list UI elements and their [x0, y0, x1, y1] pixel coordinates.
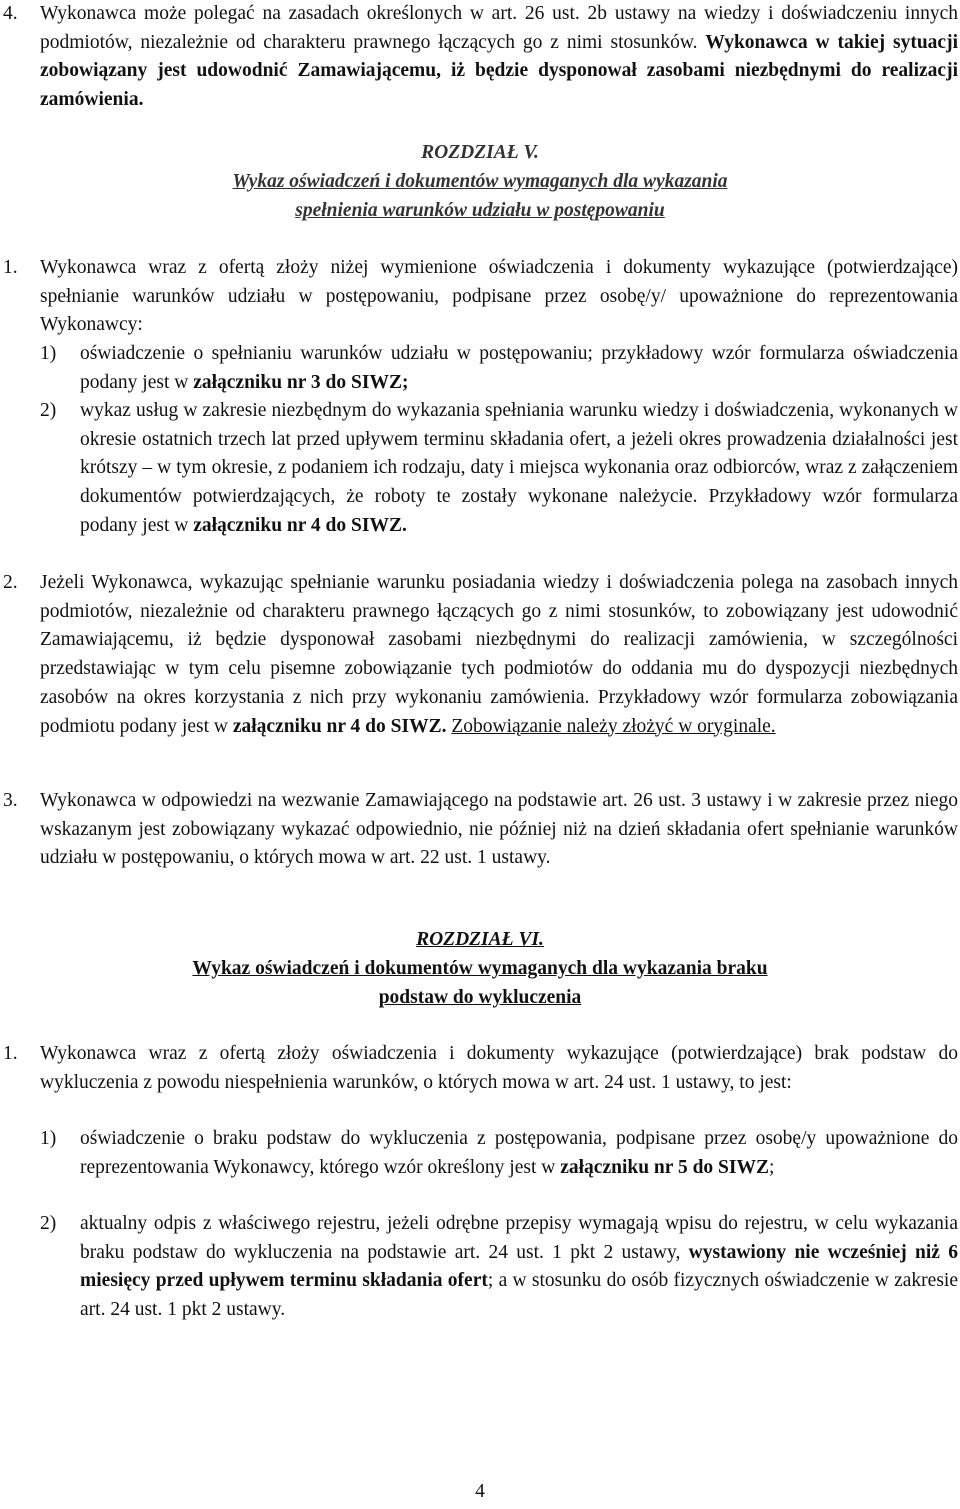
item-4-text: Wykonawca może polegać na zasadach określonych w art. 26 ust. 2b ustawy na wiedzy i doświadczeniu innych podmiotów, niezależnie od charakteru prawnego łączących go z nimi stosunków.: [40, 3, 958, 53]
chapter-5-subtitle-line1: Wykaz oświadczeń i dokumentów wymaganych dla wykazania: [232, 171, 728, 192]
item-4-bold-text: Wykonawca w takiej sytuacji zobowiązany jest udowodnić Zamawiającemu, iż będzie dysponował zasobami niezbędnymi do realizacji zamówienia.: [40, 31, 959, 111]
item-text: Wykonawca wraz z ofertą złoży niżej wymienione oświadczenia i dokumenty wykazujące (potwierdzające) spełnianie warunków udziału w postępowaniu, podpisane przez osobę/y/ upoważnione do reprezentowania Wykonawcy:: [40, 257, 958, 336]
chapter-6-title: ROZDZIAŁ VI.: [416, 929, 544, 950]
sub-item-1-text: oświadczenie o braku podstaw do wykluczenia z postępowania, podpisane przez osobę/y upoważnione do reprezentowania Wykonawcy, którego wzór określony jest w: [80, 1128, 958, 1178]
sub-item-number: 1): [40, 1128, 57, 1149]
sub-item-number: 1): [40, 343, 57, 364]
sub-item-1-text: oświadczenie o spełnianiu warunków udziału w postępowaniu; przykładowy wzór formularza oświadczenia podany jest w: [80, 343, 958, 393]
sub-item-text: [80, 340, 958, 397]
sub-item-text: [80, 397, 958, 541]
sub-item-1-end: ;: [769, 1156, 775, 1178]
sub-item-1-bold: załączniku nr 3 do SIWZ;: [193, 371, 409, 393]
item-text: [40, 569, 958, 741]
sub-item-2-text: wykaz usług w zakresie niezbędnym do wykazania spełniania warunku wiedzy i doświadczenia, wykonanych w okresie ostatnich trzech lat przed upływem terminu składania ofert, a jeżeli okres prowadzenia działalności jest krótszy – w tym okresie, z podaniem ich rodzaju, daty i miejsca wykonania oraz odbiorców, wraz z załączeniem dokumentów potwierdzających, że roboty te zostały wykonane należycie. Przykładowy wzór formularza podany jest w: [80, 400, 958, 536]
item-number: 3.: [3, 790, 18, 811]
item-text: [40, 0, 958, 115]
item-2-bold: załączniku nr 4 do SIWZ.: [232, 715, 447, 737]
chapter-5-title: ROZDZIAŁ V.: [421, 142, 539, 163]
sub-item-2-bold: wystawiony nie wcześniej niż 6 miesięcy przed upływem terminu składania ofert: [80, 1241, 958, 1292]
item-2-text: Jeżeli Wykonawca, wykazując spełnianie warunku posiadania wiedzy i doświadczenia polega na zasobach innych podmiotów, niezależnie od charakteru prawnego łączących go z nimi stosunków, to zobowiązany jest udowodnić Zamawiającemu, iż będzie dysponował zasobami niezbędnymi do realizacji zamówienia, w szczególności przedstawiając w tym celu pisemne zobowiązanie tych podmiotów do oddania mu do dyspozycji niezbędnych zasobów na okres korzystania z nich przy wykonaniu zamówienia. Przykładowy wzór formularza zobowiązania podmiotu podany jest w: [40, 572, 958, 737]
sub-item-2-bold: załączniku nr 4 do SIWZ.: [193, 514, 407, 536]
chapter-6-subtitle-line1: Wykaz oświadczeń i dokumentów wymaganych dla wykazania braku: [192, 958, 768, 979]
item-number: 1.: [3, 257, 18, 278]
sub-item-2-end: ; a w stosunku do osób fizycznych oświadczenie w zakresie art. 24 ust. 1 pkt 2 ustawy.: [80, 1270, 958, 1321]
sub-item-number: 2): [40, 400, 57, 421]
item-2-underlined: Zobowiązanie należy złożyć w oryginale.: [451, 715, 776, 737]
item-text: Wykonawca w odpowiedzi na wezwanie Zamawiającego na podstawie art. 26 ust. 3 ustawy i w zakresie przez niego wskazanym jest zobowiązany wykazać odpowiednio, nie później niż na dzień składania ofert spełnianie warunków udziału w postępowaniu, o których mowa w art. 22 ust. 1 ustawy.: [40, 790, 958, 869]
sub-item-number: 2): [40, 1213, 57, 1234]
item-number: 1.: [3, 1043, 18, 1064]
item-text: Wykonawca wraz z ofertą złoży oświadczenia i dokumenty wykazujące (potwierdzające) brak podstaw do wykluczenia z powodu niespełnienia warunków, o których mowa w art. 24 ust. 1 ustawy, to jest:: [40, 1043, 958, 1093]
sub-item-2-text: aktualny odpis z właściwego rejestru, jeżeli odrębne przepisy wymagają wpisu do rejestru, w celu wykazania braku podstaw do wykluczenia na podstawie art. 24 ust. 1 pkt 2 ustawy,: [80, 1213, 958, 1263]
sub-item-text: [80, 1125, 958, 1182]
chapter-5-subtitle-line2: spełnienia warunków udziału w postępowaniu: [295, 200, 665, 221]
item-number: 2.: [3, 572, 18, 593]
item-number: 4.: [3, 3, 18, 24]
sub-item-1-bold: załączniku nr 5 do SIWZ: [560, 1156, 769, 1178]
page-number: 4: [475, 1481, 485, 1502]
chapter-6-subtitle-line2: podstaw do wykluczenia: [378, 987, 582, 1008]
sub-item-text: [80, 1210, 958, 1325]
